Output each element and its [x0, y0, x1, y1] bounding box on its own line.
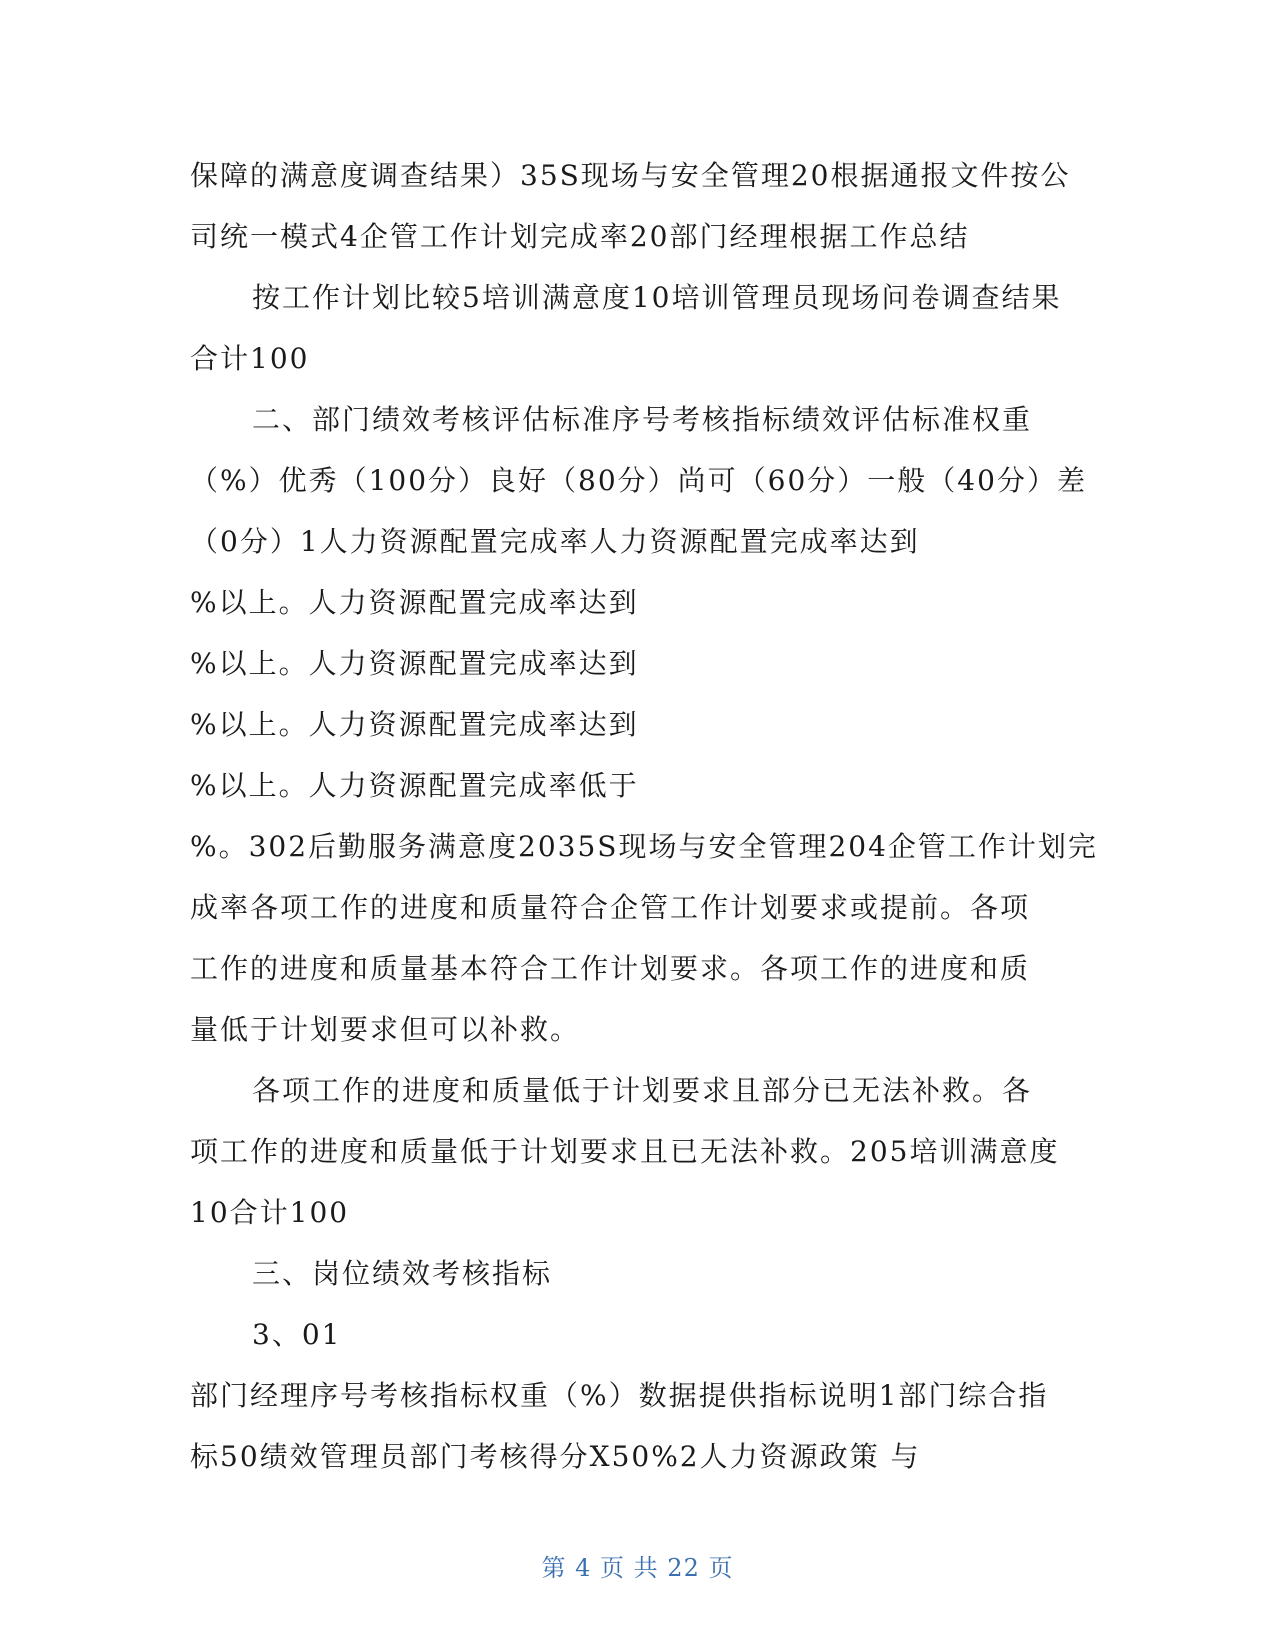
text-line: %以上。人力资源配置完成率低于	[190, 769, 639, 802]
body-text	[190, 145, 1098, 1487]
text-line: 按工作计划比较5培训满意度10培训管理员现场问卷调查结果	[252, 281, 1062, 314]
text-line: 各项工作的进度和质量低于计划要求且部分已无法补救。各	[252, 1074, 1033, 1107]
section-heading-line: 三、岗位绩效考核指标	[252, 1257, 553, 1290]
subsection-heading-line: 3、01	[252, 1318, 342, 1351]
text-line: 司统一模式4企管工作计划完成率20部门经理根据工作总结	[190, 220, 970, 253]
text-line: 合计100	[190, 342, 310, 375]
text-line: （0分）1人力资源配置完成率人力资源配置完成率达到	[190, 525, 920, 558]
text-line: %以上。人力资源配置完成率达到	[190, 647, 639, 680]
text-line: %以上。人力资源配置完成率达到	[190, 708, 639, 741]
text-line: 量低于计划要求但可以补救。	[190, 1013, 581, 1046]
text-line: 10合计100	[190, 1196, 350, 1229]
text-line: %以上。人力资源配置完成率达到	[190, 586, 639, 619]
text-line: 项工作的进度和质量低于计划要求且已无法补救。205培训满意度	[190, 1135, 1060, 1168]
text-line: 工作的进度和质量基本符合工作计划要求。各项工作的进度和质	[190, 952, 1031, 985]
section-heading-line: 二、部门绩效考核评估标准序号考核指标绩效评估标准权重	[252, 403, 1033, 436]
text-line: 成率各项工作的进度和质量符合企管工作计划要求或提前。各项	[190, 891, 1031, 924]
text-line: 保障的满意度调查结果）35S现场与安全管理20根据通报文件按公	[190, 159, 1071, 192]
page-number-footer: 第 4 页 共 22 页	[541, 1554, 734, 1582]
text-line: 部门经理序号考核指标权重（%）数据提供指标说明1部门综合指	[190, 1379, 1049, 1412]
text-line: %。302后勤服务满意度2035S现场与安全管理204企管工作计划完	[190, 830, 1098, 863]
text-line: 标50绩效管理员部门考核得分X50%2人力资源政策 与	[190, 1440, 921, 1473]
text-line: （%）优秀（100分）良好（80分）尚可（60分）一般（40分）差	[190, 464, 1087, 497]
